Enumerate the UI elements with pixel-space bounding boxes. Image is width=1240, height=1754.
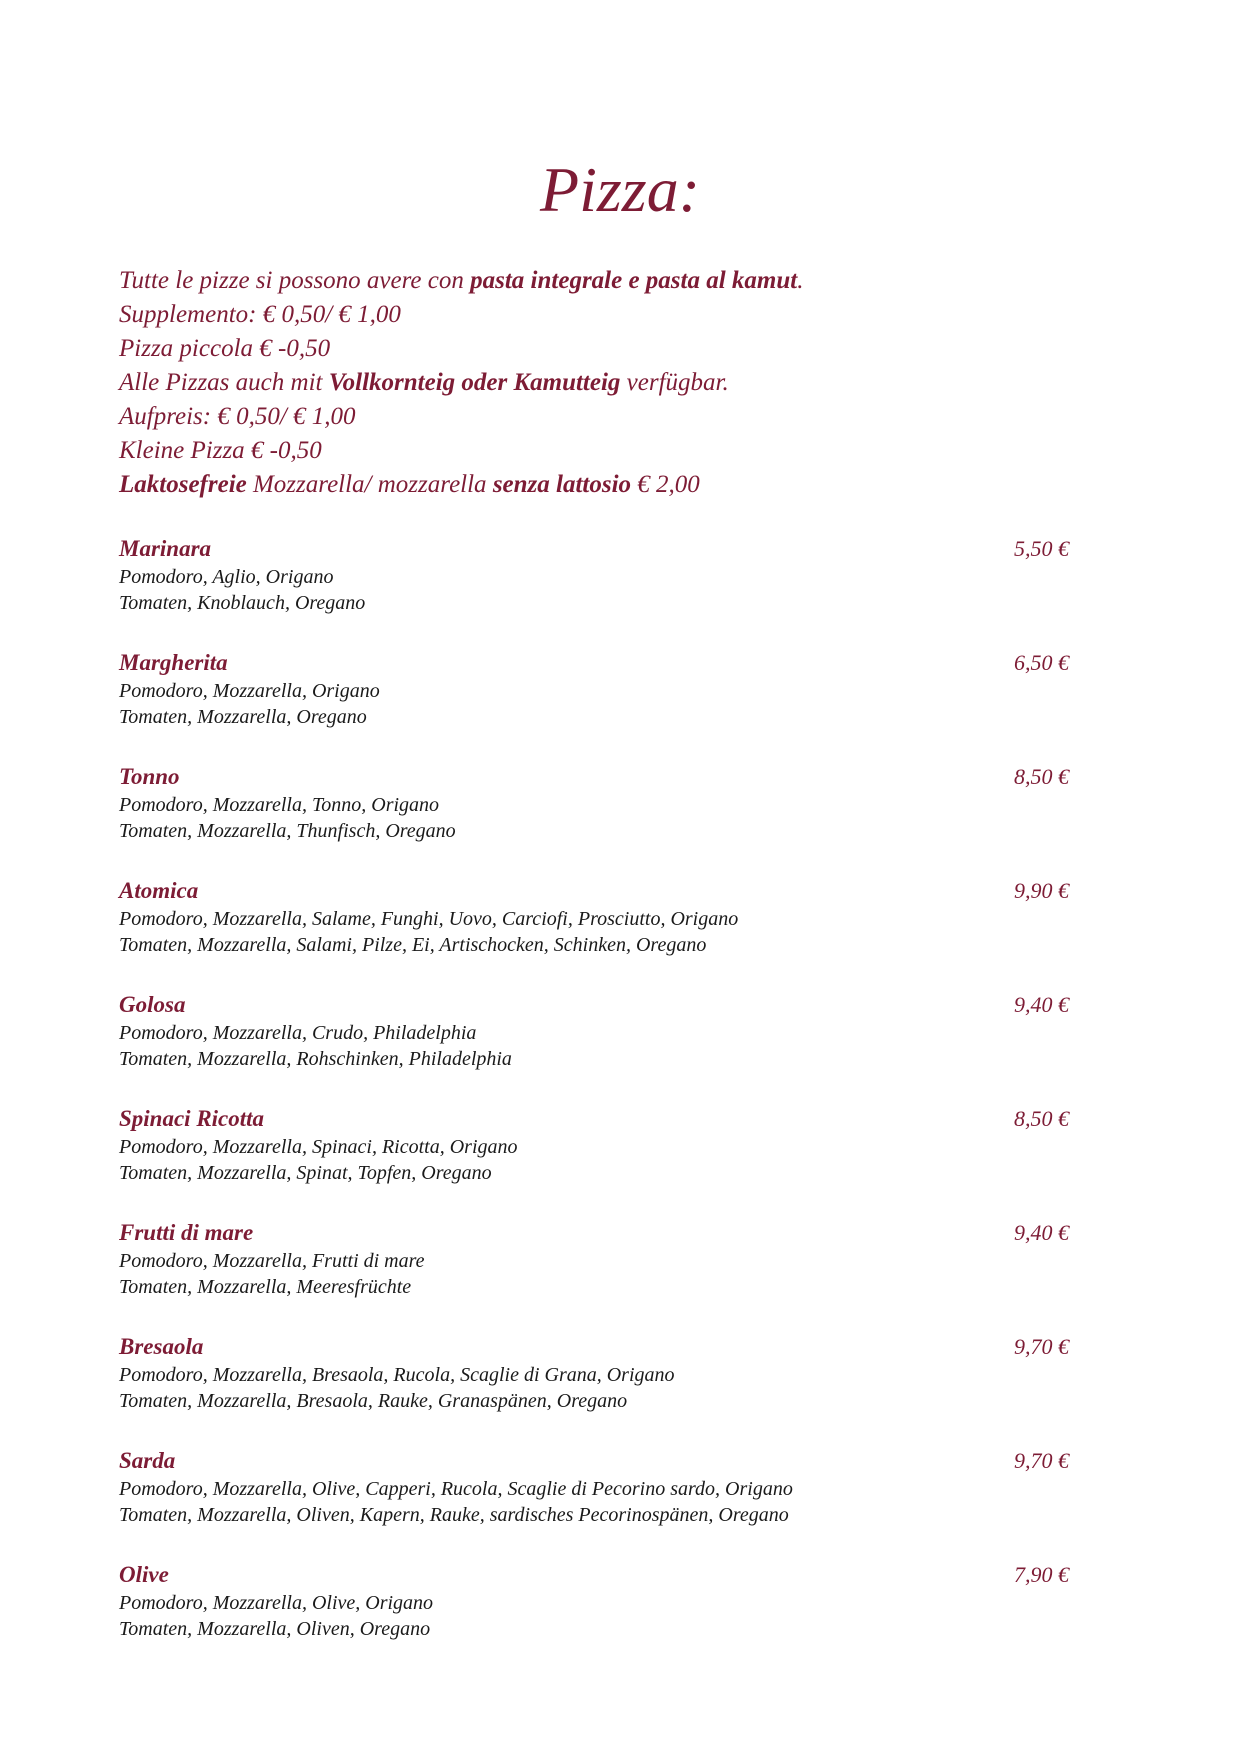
item-ingredients-it: Pomodoro, Mozzarella, Spinaci, Ricotta, Origano	[119, 1136, 518, 1158]
intro-text: Tutte le pizze si possono avere con	[119, 267, 471, 294]
item-ingredients-it: Pomodoro, Mozzarella, Bresaola, Rucola, Scaglie di Grana, Origano	[119, 1364, 675, 1386]
intro-highlight: Laktosefreie	[119, 471, 247, 498]
intro-highlight: senza lattosio	[492, 471, 632, 498]
item-ingredients-it: Pomodoro, Aglio, Origano	[119, 566, 334, 588]
item-name: Bresaola	[119, 1334, 204, 1359]
item-price: 7,90 €	[1014, 1562, 1069, 1587]
item-ingredients-de: Tomaten, Mozzarella, Oregano	[119, 706, 367, 728]
item-price: 8,50 €	[1014, 1106, 1069, 1131]
item-name: Olive	[119, 1562, 169, 1587]
item-ingredients-it: Pomodoro, Mozzarella, Olive, Capperi, Rucola, Scaglie di Pecorino sardo, Origano	[119, 1478, 793, 1500]
page-title: Pizza:	[540, 154, 700, 225]
menu-item	[119, 1218, 1069, 1332]
item-price: 9,40 €	[1014, 992, 1069, 1017]
item-price: 6,50 €	[1014, 650, 1069, 675]
item-price: 9,40 €	[1014, 1220, 1069, 1245]
item-price: 9,70 €	[1014, 1448, 1069, 1473]
intro-line-surcharge-de: Aufpreis: € 0,50/ € 1,00	[119, 403, 356, 430]
item-name: Sarda	[119, 1448, 176, 1473]
item-ingredients-de: Tomaten, Mozzarella, Rohschinken, Philadelphia	[119, 1048, 512, 1070]
item-ingredients-it: Pomodoro, Mozzarella, Frutti di mare	[119, 1250, 425, 1272]
intro-text: .	[797, 267, 804, 294]
item-name: Margherita	[119, 650, 228, 675]
item-ingredients-de: Tomaten, Mozzarella, Meeresfrüchte	[119, 1276, 412, 1298]
menu-item	[119, 648, 1069, 762]
pizza-list	[119, 534, 1069, 1674]
item-name: Frutti di mare	[119, 1220, 254, 1245]
item-ingredients-it: Pomodoro, Mozzarella, Origano	[119, 680, 380, 702]
item-ingredients-de: Tomaten, Mozzarella, Spinat, Topfen, Oregano	[119, 1162, 492, 1184]
intro-line-whole-grain-de	[119, 366, 1119, 400]
menu-item	[119, 1332, 1069, 1446]
intro-text: verfügbar.	[620, 369, 729, 396]
item-price: 9,90 €	[1014, 878, 1069, 903]
intro-line-surcharge-it: Supplemento: € 0,50/ € 1,00	[119, 301, 401, 328]
menu-item	[119, 876, 1069, 990]
item-ingredients-de: Tomaten, Mozzarella, Salami, Pilze, Ei, Artischocken, Schinken, Oregano	[119, 934, 707, 956]
intro-line-whole-grain-it	[119, 264, 1119, 298]
intro-highlight: Vollkornteig oder Kamutteig	[328, 369, 621, 396]
item-ingredients-it: Pomodoro, Mozzarella, Salame, Funghi, Uovo, Carciofi, Prosciutto, Origano	[119, 908, 739, 930]
intro-text: € 2,00	[631, 471, 700, 498]
item-ingredients-de: Tomaten, Mozzarella, Bresaola, Rauke, Granaspänen, Oregano	[119, 1390, 628, 1412]
menu-item	[119, 990, 1069, 1104]
item-ingredients-it: Pomodoro, Mozzarella, Crudo, Philadelphia	[119, 1022, 477, 1044]
item-price: 5,50 €	[1014, 536, 1069, 561]
menu-item	[119, 534, 1069, 648]
intro-line-small-pizza-de: Kleine Pizza € -0,50	[119, 437, 322, 464]
item-price: 8,50 €	[1014, 764, 1069, 789]
item-ingredients-it: Pomodoro, Mozzarella, Tonno, Origano	[119, 794, 440, 816]
intro-text: Alle Pizzas auch mit	[119, 369, 329, 396]
item-name: Marinara	[119, 536, 212, 561]
menu-item	[119, 1560, 1069, 1674]
menu-item	[119, 762, 1069, 876]
menu-item	[119, 1446, 1069, 1560]
intro-notes	[119, 264, 1119, 502]
item-ingredients-de: Tomaten, Knoblauch, Oregano	[119, 592, 366, 614]
intro-line-lactose-free	[119, 468, 1119, 502]
menu-item	[119, 1104, 1069, 1218]
intro-highlight: pasta integrale e pasta al kamut	[470, 267, 798, 294]
intro-text: Mozzarella/ mozzarella	[246, 471, 493, 498]
item-name: Golosa	[119, 992, 186, 1017]
item-ingredients-de: Tomaten, Mozzarella, Oliven, Kapern, Rauke, sardisches Pecorinospänen, Oregano	[119, 1504, 789, 1526]
item-name: Tonno	[119, 764, 180, 789]
item-ingredients-de: Tomaten, Mozzarella, Thunfisch, Oregano	[119, 820, 456, 842]
item-ingredients-de: Tomaten, Mozzarella, Oliven, Oregano	[119, 1618, 431, 1640]
item-price: 9,70 €	[1014, 1334, 1069, 1359]
item-ingredients-it: Pomodoro, Mozzarella, Olive, Origano	[119, 1592, 434, 1614]
item-name: Spinaci Ricotta	[119, 1106, 265, 1131]
intro-line-small-pizza-it: Pizza piccola € -0,50	[119, 335, 331, 362]
item-name: Atomica	[119, 878, 199, 903]
